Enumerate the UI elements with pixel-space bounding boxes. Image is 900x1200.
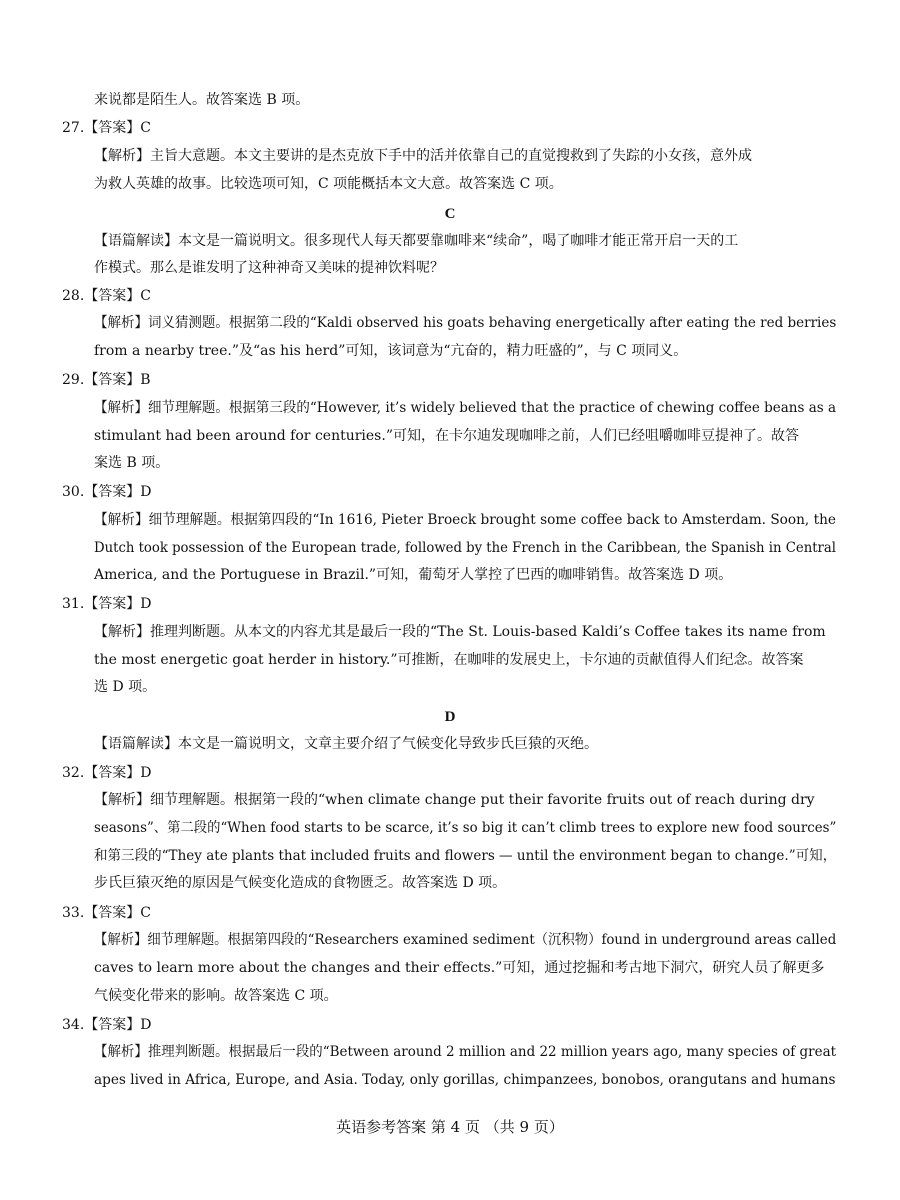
- explanation-line: 步氏巨猿灭绝的原因是气候变化造成的食物匮乏。故答案选 D 项。: [94, 875, 507, 891]
- explanation-line: caves to learn more about the changes and their effects.”可知，通过挖掘和考古地下洞穴，研究人员了解更多: [94, 960, 825, 976]
- explanation-line: 【解析】词义猜测题。根据第二段的“Kaldi observed his goats behaving energetically after eating the red berries: [94, 315, 837, 331]
- passage-summary-line: 作模式。那么是谁发明了这种神奇又美味的提神饮料呢？: [94, 260, 444, 276]
- explanation-line: from a nearby tree.”及“as his herd”可知，该词意为“亢奋的，精力旺盛的”，与 C 项同义。: [94, 343, 688, 359]
- explanation-line: 案选 B 项。: [94, 455, 170, 471]
- explanation-line: apes lived in Africa, Europe, and Asia. Today, only gorillas, chimpanzees, bonobos, orangutans and humans: [94, 1072, 836, 1088]
- passage-summary-line: 【语篇解读】本文是一篇说明文，文章主要介绍了气候变化导致步氏巨猿的灭绝。: [94, 736, 598, 752]
- explanation-line: 【解析】细节理解题。根据第四段的“Researchers examined sediment（沉积物）found in underground areas called: [94, 932, 837, 948]
- explanation-line: 选 D 项。: [94, 679, 157, 695]
- explanation-line: 【解析】推理判断题。根据最后一段的“Between around 2 million and 22 million years ago, many species of great: [94, 1044, 836, 1060]
- explanation-line: Dutch took possession of the European trade, followed by the French in the Caribbean, the Spanish in Central: [94, 540, 836, 556]
- explanation-line: 和第三段的“They ate plants that included fruits and flowers — until the environment began to change.”可知，: [94, 848, 837, 864]
- explanation-line: 【解析】细节理解题。根据第三段的“However, it’s widely believed that the practice of chewing coffee beans as a: [94, 400, 837, 416]
- explanation-line: America, and the Portuguese in Brazil.”可知，葡萄牙人掌控了巴西的咖啡销售。故答案选 D 项。: [94, 567, 733, 583]
- explanation-line: 气候变化带来的影响。故答案选 C 项。: [94, 988, 338, 1004]
- passage-summary-line: 【语篇解读】本文是一篇说明文。很多现代人每天都要靠咖啡来“续命”，喝了咖啡才能正常开启一天的工: [94, 233, 739, 249]
- answer-31: 31.【答案】D: [62, 596, 152, 612]
- page-footer: 英语参考答案 第 4 页 （共 9 页）: [336, 1118, 564, 1136]
- answer-29: 29.【答案】B: [62, 372, 151, 388]
- explanation-line: seasons”、第二段的“When food starts to be scarce, it’s so big it can’t climb trees to explore new food sources”: [94, 820, 837, 836]
- answer-34: 34.【答案】D: [62, 1017, 152, 1033]
- explanation-line: stimulant had been around for centuries.”可知，在卡尔迪发现咖啡之前，人们已经咀嚼咖啡豆提神了。故答: [94, 428, 799, 444]
- answer-27: 27.【答案】C: [62, 120, 151, 136]
- explanation-line: 【解析】推理判断题。从本文的内容尤其是最后一段的“The St. Louis-based Kaldi’s Coffee takes its name from: [94, 624, 826, 640]
- answer-33: 33.【答案】C: [62, 905, 151, 921]
- answer-32: 32.【答案】D: [62, 765, 152, 781]
- explanation-line: 【解析】主旨大意题。本文主要讲的是杰克放下手中的活并依靠自己的直觉搜救到了失踪的小女孩，意外成: [94, 148, 752, 164]
- explanation-line: 【解析】细节理解题。根据第四段的“In 1616, Pieter Broeck brought some coffee back to Amsterdam. Soon, the: [94, 512, 836, 528]
- explanation-line: 【解析】细节理解题。根据第一段的“when climate change put their favorite fruits out of reach during dry: [94, 792, 815, 808]
- explanation-line: the most energetic goat herder in history.”可推断，在咖啡的发展史上，卡尔迪的贡献值得人们纪念。故答案: [94, 652, 804, 668]
- explanation-line: 为救人英雄的故事。比较选项可知，C 项能概括本文大意。故答案选 C 项。: [94, 176, 563, 192]
- answer-28: 28.【答案】C: [62, 288, 151, 304]
- section-heading-c: C: [444, 206, 456, 222]
- answer-30: 30.【答案】D: [62, 484, 152, 500]
- text-line: 来说都是陌生人。故答案选 B 项。: [94, 92, 310, 108]
- section-heading-d: D: [444, 709, 456, 725]
